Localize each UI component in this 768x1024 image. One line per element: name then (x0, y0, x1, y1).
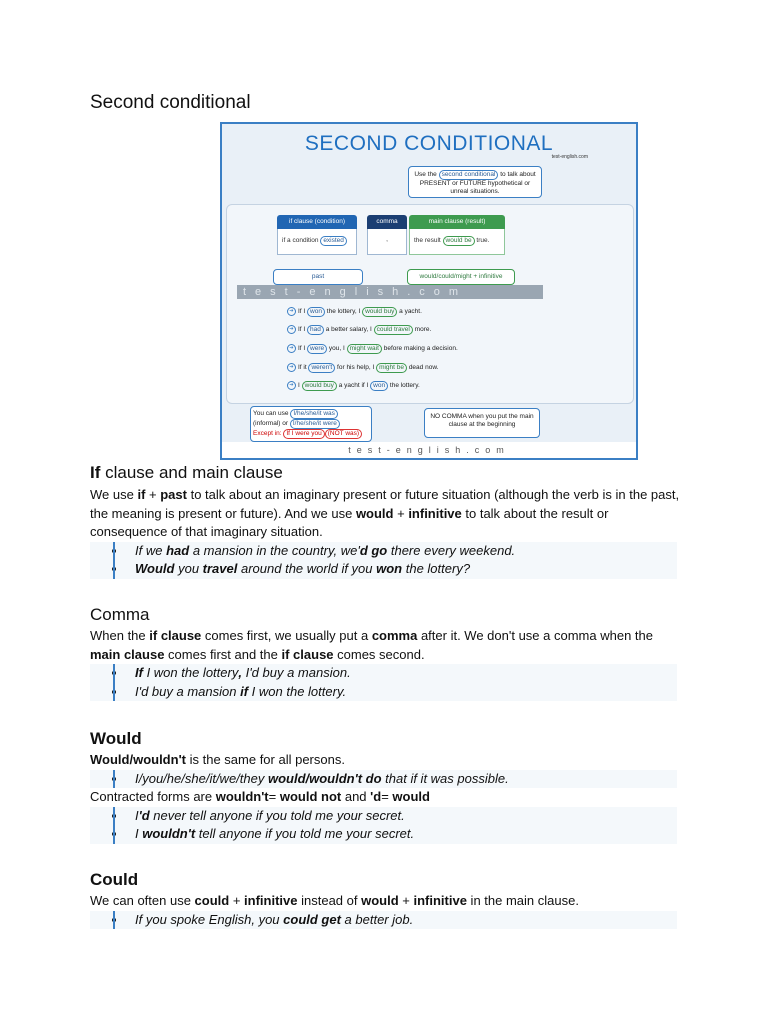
graphic-title: SECOND CONDITIONAL (304, 132, 554, 155)
example-list (90, 911, 680, 930)
would-heading: Would (90, 729, 142, 748)
list-item: If we had a mansion in the country, we'd go there every weekend. (90, 542, 677, 561)
list-item: I wouldn't tell anyone if you told me your secret. (90, 825, 677, 844)
comma-section (90, 627, 680, 701)
example-list (90, 770, 680, 789)
contracted-forms-paragraph: Contracted forms are wouldn't= would not and 'd= would (90, 789, 430, 804)
usage-note: Use the second conditional to talk about PRESENT or FUTURE hypothetical or unreal situations. (408, 166, 542, 198)
comma-heading: Comma (90, 605, 150, 624)
if-clause-heading: If clause and main clause (90, 463, 283, 482)
list-item: I'd buy a mansion if I won the lottery. (90, 683, 677, 702)
list-item: I/you/he/she/it/we/they would/wouldn't do that if it was possible. (90, 770, 677, 789)
second-conditional-infographic (220, 122, 638, 460)
main-clause-header: main clause (result) (409, 215, 505, 229)
would-section (90, 751, 680, 844)
list-item: If you spoke English, you could get a better job. (90, 911, 677, 930)
main-clause-cell: the result would be true. (409, 229, 505, 255)
graphic-subtitle: test-english.com (551, 154, 588, 160)
example-list (90, 807, 680, 844)
example-line: ➔ I would buy a yacht if I won the lottery. (287, 381, 420, 391)
example-line: ➔ If I had a better salary, I could travel more. (287, 325, 431, 335)
list-item: Would you travel around the world if you won the lottery? (90, 560, 677, 579)
example-line: ➔ If I were you, I might wait before making a decision. (287, 344, 458, 354)
if-clause-cell: if a condition existed (277, 229, 357, 255)
structure-panel (226, 204, 634, 404)
example-list (90, 664, 680, 701)
could-heading: Could (90, 870, 139, 889)
bottom-watermark: test-english.com (222, 442, 636, 458)
comma-cell: , (367, 229, 407, 255)
past-label: past (273, 269, 363, 285)
example-list (90, 542, 680, 579)
page-title: Second conditional (90, 92, 251, 113)
no-comma-note: NO COMMA when you put the main clause at the beginning (424, 408, 540, 438)
was-were-note: You can use I/he/she/it was (informal) or I/he/she/it were Except in: If I were you (NOT was) (250, 406, 372, 442)
if-clause-section (90, 486, 680, 579)
list-item: If I won the lottery, I'd buy a mansion. (90, 664, 677, 683)
if-clause-paragraph: We use if + past to talk about an imaginary present or future situation (although the verb is in the past, the meaning is present or future). And we use would + infinitive to talk about the result or consequence of that imaginary situation. (90, 487, 680, 539)
if-clause-header: if clause (condition) (277, 215, 357, 229)
list-item: I'd never tell anyone if you told me your secret. (90, 807, 677, 826)
comma-paragraph: When the if clause comes first, we usually put a comma after it. We don't use a comma when the main clause comes first and the if clause comes second. (90, 628, 653, 662)
watermark-band: test-english.com (237, 285, 543, 299)
example-line: ➔ If I won the lottery, I would buy a yacht. (287, 307, 422, 317)
example-line: ➔ If it weren't for his help, I might be dead now. (287, 363, 438, 373)
comma-header: comma (367, 215, 407, 229)
could-section (90, 892, 680, 929)
would-paragraph: Would/wouldn't is the same for all persons. (90, 752, 345, 767)
could-paragraph: We can often use could + infinitive instead of would + infinitive in the main clause. (90, 893, 579, 908)
modal-label: would/could/might + infinitive (407, 269, 515, 285)
